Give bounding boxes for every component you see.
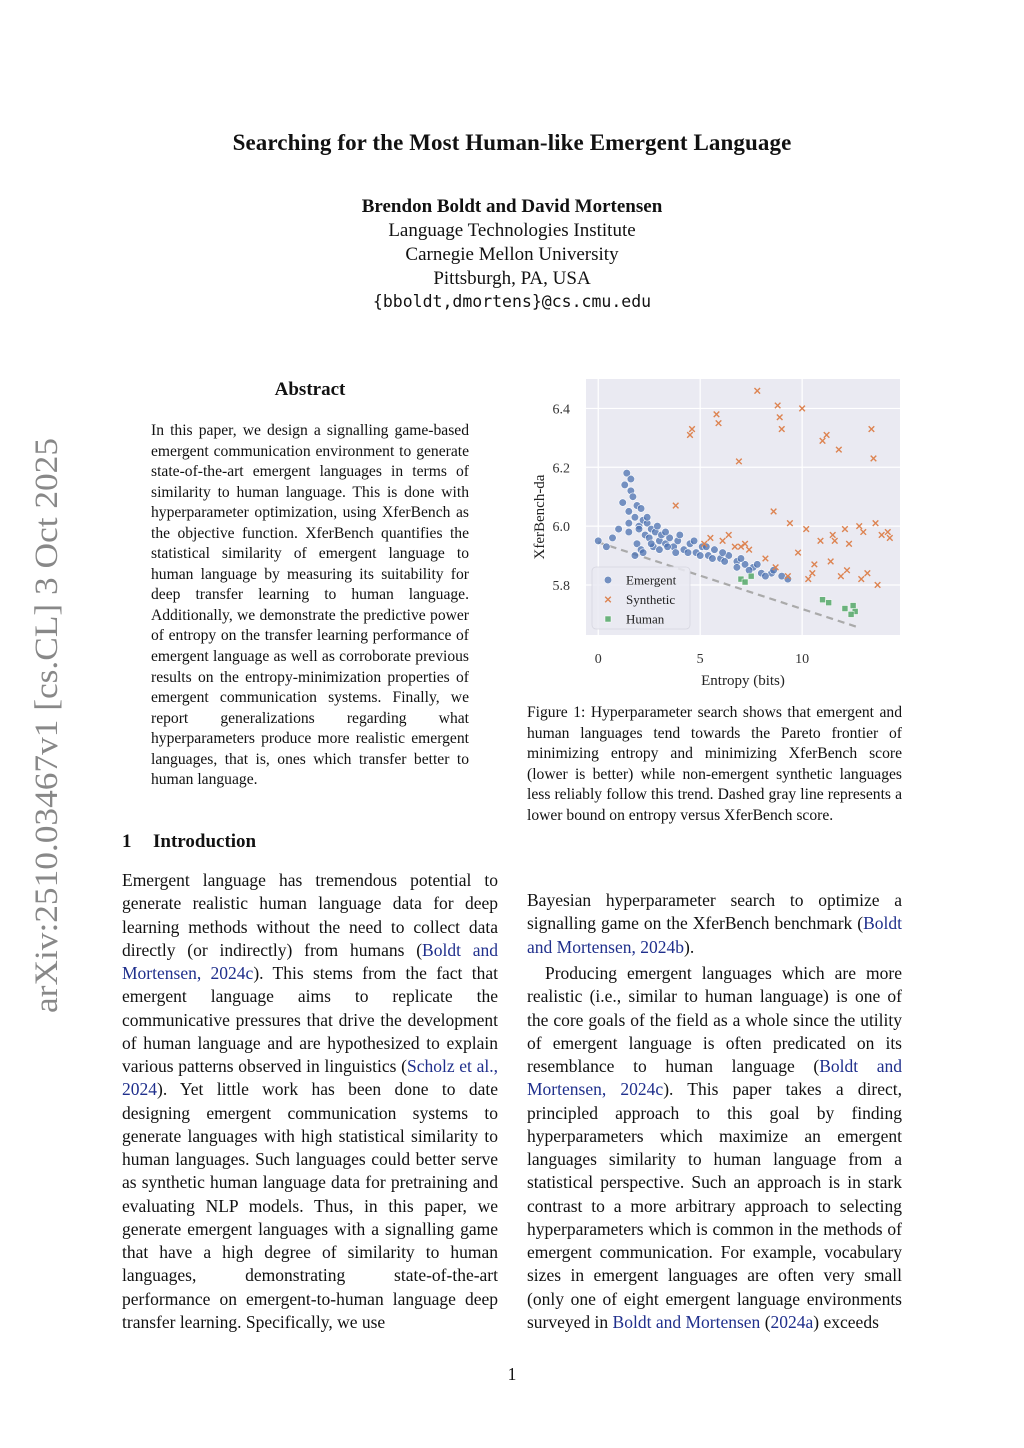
x-axis-label: Entropy (bits) (701, 673, 785, 689)
emergent-point (721, 558, 729, 566)
abstract-text: In this paper, we design a signalling game-based emergent communication environment to generate state-of-the-art emergent languages in terms of similarity to human language. This is done with hyperparameter optimization, using XferBench as the objective function. XferBench quantifies the statistical similarity of emergent language to human language by measuring its suitability for deep transfer learning to human language. Additionally, we demonstrate the predictive power of entropy on the transfer learning performance of emergent language as well as corroborate previous results on the entropy-minimization properties of emergent communication systems. Finally, we report generalizations regarding what hyperparameters produce more realistic emergent languages, that is, ones which transfer better to human language. (151, 422, 469, 789)
human-point (826, 600, 832, 606)
author-email: {bboldt,dmortens}@cs.cmu.edu (372, 292, 652, 311)
emergent-point (690, 537, 698, 545)
emergent-point (709, 555, 717, 563)
emergent-point (603, 543, 611, 551)
citation-link[interactable]: Boldt and Mortensen (612, 1311, 761, 1332)
y-axis-label: XferBench-da (532, 474, 548, 560)
human-point (742, 579, 748, 585)
section-number: 1 (122, 831, 132, 852)
figure-1-chart (528, 372, 904, 699)
scatter-plot (528, 372, 904, 694)
right-column-paragraph-1 (527, 889, 902, 959)
emergent-point (625, 508, 633, 516)
emergent-point (762, 572, 770, 580)
emergent-point (656, 546, 664, 554)
text-run: ( (760, 1311, 771, 1332)
intro-paragraph (122, 869, 498, 1334)
affiliation-location: Pittsburgh, PA, USA (433, 268, 591, 289)
affiliation-university: Carnegie Mellon University (405, 244, 619, 265)
citation-link[interactable]: Scholz et al., 2024 (122, 1056, 498, 1100)
y-tick-label: 6.0 (552, 520, 570, 536)
emergent-point (711, 546, 719, 554)
figure-caption: Figure 1: Hyperparameter search shows that emergent and human languages tend towards the Pareto frontier of minimizing entropy and minimizing XferBench score (lower is better) while non-emergent synthetic languages less reliably follow this trend. Dashed gray line represents a lower bound on entropy versus XferBench score. (527, 704, 902, 824)
citation-link[interactable]: Boldt and Mortensen, 2024b (527, 913, 902, 957)
emergent-point (676, 531, 684, 539)
human-point (748, 573, 754, 579)
emergent-point (753, 561, 761, 569)
y-tick-label: 6.4 (552, 402, 570, 418)
affiliation-institute: Language Technologies Institute (388, 220, 636, 241)
y-tick-label: 6.2 (552, 461, 570, 477)
emergent-point (719, 549, 727, 557)
text-run: Emergent language has tremendous potential to generate realistic human language data for deep learning methods without the need to collect data directly (or indirectly) from humans ( (122, 870, 498, 960)
emergent-point (631, 513, 639, 521)
human-point (842, 606, 848, 612)
section-heading-introduction (122, 831, 256, 853)
x-tick-label: 5 (696, 652, 704, 667)
emergent-point (637, 505, 645, 513)
emergent-point (625, 519, 633, 527)
right-column-paragraph-2 (527, 962, 902, 1334)
emergent-point (737, 555, 745, 563)
legend-marker-emergent (604, 576, 612, 584)
arxiv-stamp-text: arXiv:2510.03467v1 [cs.CL] 3 Oct 2025 (29, 475, 65, 1013)
legend-label-human: Human (626, 611, 665, 627)
chart-legend (592, 567, 690, 629)
abstract-heading: Abstract (274, 379, 346, 400)
x-tick-label: 10 (795, 652, 810, 667)
citation-link[interactable]: 2024a (770, 1311, 814, 1332)
citation-link[interactable]: Boldt and Mortensen, 2024c (122, 939, 498, 983)
text-run: ). (684, 936, 695, 957)
emergent-point (643, 513, 651, 521)
y-tick-label: 5.8 (552, 578, 570, 594)
text-run: Bayesian hyperparameter search to optimize a signalling game on the XferBench benchmark ( (527, 890, 902, 934)
page-number: 1 (507, 1364, 517, 1384)
text-run: Producing emergent languages which are more realistic (i.e., similar to human language) is one of the core goals of the field as a whole since the utility of emergent language is often predicated on its resemblance to human language ( (527, 963, 902, 1076)
emergent-point (647, 540, 655, 548)
emergent-point (594, 537, 602, 545)
citation-link[interactable]: Boldt and Mortensen, 2024c (527, 1056, 902, 1100)
text-run: ) exceeds (813, 1311, 879, 1332)
human-point (848, 611, 854, 617)
emergent-point (696, 552, 704, 560)
emergent-point (631, 552, 639, 560)
arxiv-stamp (29, 435, 65, 1015)
emergent-point (627, 475, 635, 483)
legend-label-emergent: Emergent (626, 572, 677, 588)
section-title: Introduction (153, 831, 257, 852)
emergent-point (609, 534, 617, 542)
emergent-point (635, 525, 643, 533)
emergent-point (733, 564, 741, 572)
human-point (850, 603, 856, 609)
emergent-point (629, 493, 637, 501)
emergent-point (654, 522, 662, 530)
text-run: ). This stems from the fact that emergent language aims to replicate the communicative pressures that drive the development of human language and are hypothesized to explain various patterns observed in linguistics ( (122, 963, 498, 1076)
emergent-point (672, 549, 680, 557)
emergent-point (684, 549, 692, 557)
text-run: ). This paper takes a direct, principled approach to this goal by finding hyperparameters which maximize an emergent languages similarity to human language from a statistical perspective. Such an approach is in stark contrast to a more arbitrary approach to selecting hyperparameters which is common in the methods of emergent communication. For example, vocabulary sizes in emergent languages are often very small (only one of eight emergent language environments surveyed in (527, 1079, 903, 1332)
emergent-point (662, 528, 670, 536)
emergent-point (625, 528, 633, 536)
x-tick-label: 0 (594, 652, 602, 667)
emergent-point (664, 543, 672, 551)
human-point (820, 597, 826, 603)
emergent-point (619, 499, 627, 507)
emergent-point (639, 549, 647, 557)
legend-label-synthetic: Synthetic (626, 592, 676, 607)
text-run: ). Yet little work has been done to date designing emergent communication systems to generate languages with high statistical similarity to human languages. Such languages could better serve as synthetic human language data for pretraining and evaluating NLP models. Thus, in this paper, we generate emergent languages with a signalling game that have a high degree of similarity to human languages, demonstrating state-of-the-art performance on emergent-to-human language deep transfer learning. Specifically, we use (122, 1079, 498, 1332)
emergent-point (621, 481, 629, 489)
author-names: Brendon Boldt and David Mortensen (361, 196, 663, 217)
paper-title: Searching for the Most Human-like Emergent Language (232, 130, 792, 155)
legend-marker-human (605, 616, 611, 622)
emergent-point (615, 525, 623, 533)
